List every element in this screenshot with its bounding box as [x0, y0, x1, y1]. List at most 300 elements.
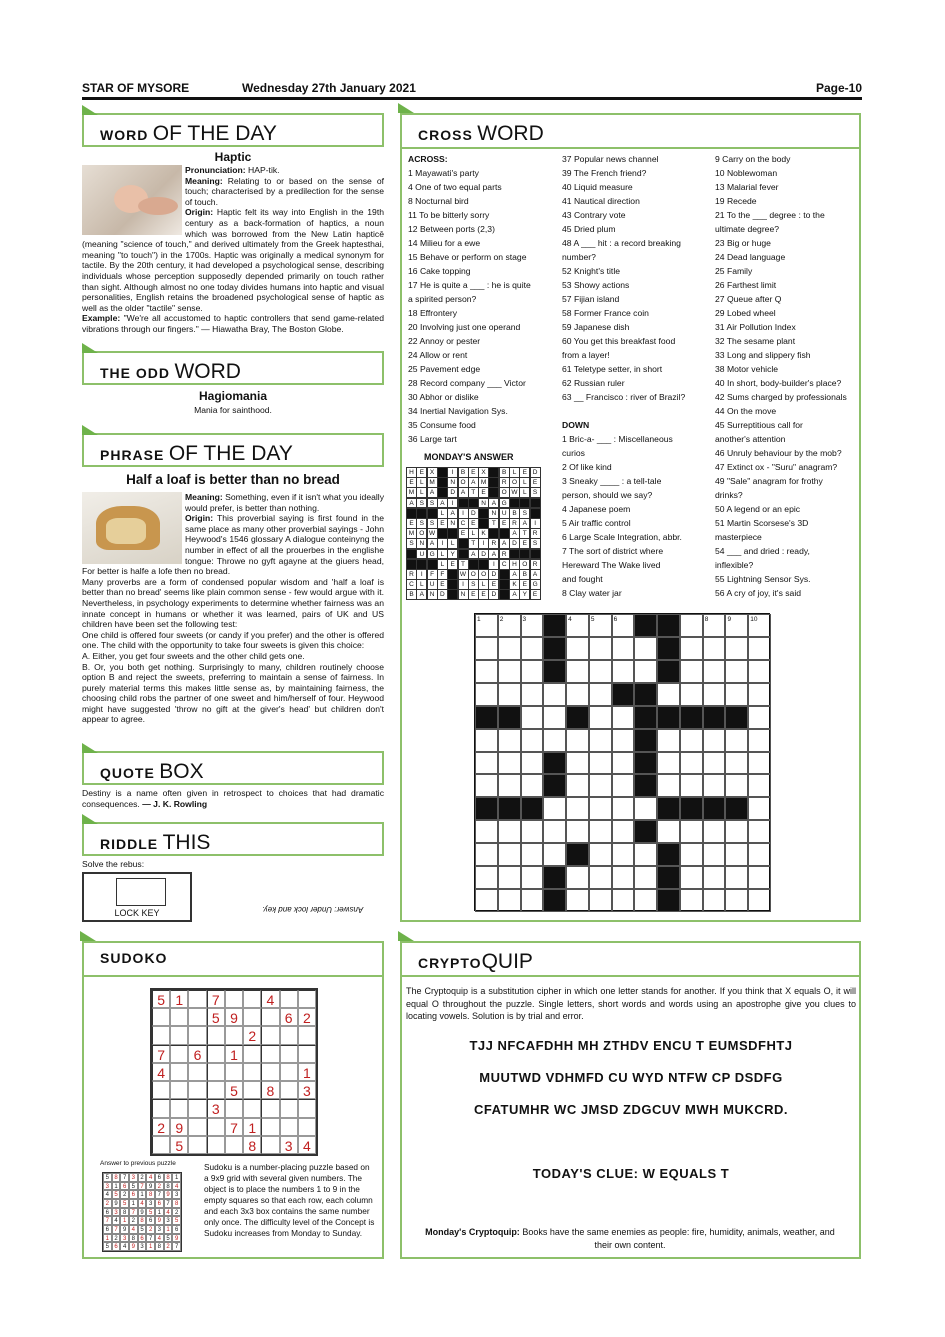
sudoku-cell[interactable]: 6: [188, 1045, 206, 1063]
grid-cell[interactable]: [657, 706, 680, 729]
grid-cell[interactable]: [725, 820, 748, 843]
grid-cell[interactable]: [634, 660, 657, 683]
sudoku-cell[interactable]: 4: [261, 990, 279, 1008]
grid-cell[interactable]: [680, 797, 703, 820]
clue-line: 2 Of like kind: [562, 462, 612, 472]
grid-cell[interactable]: [589, 820, 612, 843]
previous-answer-cell: 4: [172, 1182, 181, 1191]
grid-cell[interactable]: [498, 706, 521, 729]
grid-cell[interactable]: [725, 889, 748, 912]
grid-cell[interactable]: 8: [703, 614, 726, 637]
sudoku-cell[interactable]: 8: [243, 1136, 261, 1154]
sudoku-cell[interactable]: [207, 1118, 225, 1136]
answer-cell: D: [488, 569, 499, 580]
grid-cell[interactable]: [680, 752, 703, 775]
sudoku-cell[interactable]: [188, 990, 206, 1008]
sudoku-cell[interactable]: [207, 1026, 225, 1044]
sudoku-cell[interactable]: 3: [298, 1081, 316, 1099]
sudoku-cell[interactable]: [243, 1081, 261, 1099]
sudoku-cell[interactable]: 5: [207, 1008, 225, 1026]
grid-cell[interactable]: [725, 706, 748, 729]
grid-cell[interactable]: [543, 820, 566, 843]
grid-cell[interactable]: [589, 729, 612, 752]
grid-cell[interactable]: [725, 729, 748, 752]
sudoku-cell[interactable]: [207, 1063, 225, 1081]
grid-cell[interactable]: [725, 637, 748, 660]
grid-cell[interactable]: 6: [612, 614, 635, 637]
sudoku-cell[interactable]: [280, 990, 298, 1008]
sudoku-cell[interactable]: 2: [152, 1118, 170, 1136]
grid-cell[interactable]: 3: [521, 614, 544, 637]
grid-cell[interactable]: [703, 683, 726, 706]
grid-cell[interactable]: [543, 683, 566, 706]
sudoku-cell[interactable]: [280, 1099, 298, 1117]
grid-cell[interactable]: [612, 729, 635, 752]
grid-cell[interactable]: [521, 637, 544, 660]
grid-cell[interactable]: [703, 889, 726, 912]
sudoku-cell[interactable]: [152, 1136, 170, 1154]
grid-cell[interactable]: [475, 774, 498, 797]
grid-cell[interactable]: [589, 774, 612, 797]
sudoku-cell[interactable]: [280, 1045, 298, 1063]
grid-cell[interactable]: [680, 683, 703, 706]
sudoku-cell[interactable]: [298, 990, 316, 1008]
sudoku-cell[interactable]: [280, 1118, 298, 1136]
answer-cell: W: [427, 528, 438, 539]
grid-cell[interactable]: [657, 774, 680, 797]
cryptoquip-line-3: CFATUMHR WC JMSD ZDGCUV MWH MUKCRD.: [473, 1102, 789, 1117]
grid-cell[interactable]: [703, 660, 726, 683]
answer-cell: S: [406, 538, 417, 549]
sudoku-cell[interactable]: [280, 1081, 298, 1099]
grid-cell[interactable]: [680, 889, 703, 912]
grid-cell[interactable]: [498, 889, 521, 912]
sudoku-cell[interactable]: [261, 1118, 279, 1136]
grid-cell[interactable]: [475, 820, 498, 843]
grid-cell[interactable]: [589, 889, 612, 912]
grid-cell[interactable]: [498, 866, 521, 889]
clue-line: 14 Milieu for a ewe: [408, 238, 481, 248]
grid-cell[interactable]: [680, 660, 703, 683]
sudoku-cell[interactable]: [225, 1026, 243, 1044]
sudoku-cell[interactable]: [261, 1045, 279, 1063]
grid-cell[interactable]: [703, 774, 726, 797]
grid-cell[interactable]: [657, 683, 680, 706]
grid-cell[interactable]: [748, 683, 771, 706]
sudoku-cell[interactable]: [225, 1099, 243, 1117]
sudoku-cell[interactable]: [243, 990, 261, 1008]
sudoku-cell[interactable]: [170, 1045, 188, 1063]
grid-cell[interactable]: [657, 889, 680, 912]
sudoku-cell[interactable]: [298, 1099, 316, 1117]
sudoku-cell[interactable]: [188, 1081, 206, 1099]
previous-sudoku-answer: [102, 1172, 182, 1252]
sudoku-cell[interactable]: [188, 1136, 206, 1154]
grid-cell[interactable]: [475, 866, 498, 889]
grid-cell[interactable]: [498, 820, 521, 843]
grid-cell[interactable]: [498, 637, 521, 660]
grid-cell[interactable]: 10: [748, 614, 771, 637]
grid-cell[interactable]: [566, 843, 589, 866]
grid-cell[interactable]: [703, 752, 726, 775]
sudoku-cell[interactable]: [298, 1026, 316, 1044]
sudoku-cell[interactable]: 2: [298, 1008, 316, 1026]
answer-cell: I: [530, 518, 541, 529]
grid-cell[interactable]: [566, 660, 589, 683]
grid-cell[interactable]: [543, 660, 566, 683]
sudoku-cell[interactable]: 9: [170, 1118, 188, 1136]
answer-cell: [530, 498, 541, 509]
answer-cell: A: [488, 549, 499, 560]
clue-line: 33 Long and slippery fish: [715, 350, 811, 360]
grid-cell[interactable]: [498, 797, 521, 820]
grid-cell[interactable]: [589, 752, 612, 775]
answer-cell: X: [478, 467, 489, 478]
answer-cell: [530, 549, 541, 560]
clue-line: 36 Large tart: [408, 434, 457, 444]
previous-answer-cell: 2: [146, 1225, 155, 1234]
grid-cell[interactable]: [521, 706, 544, 729]
grid-cell[interactable]: [475, 729, 498, 752]
grid-cell[interactable]: [634, 729, 657, 752]
grid-cell[interactable]: [475, 752, 498, 775]
clue-line: 31 Air Pollution Index: [715, 322, 796, 332]
grid-cell[interactable]: [703, 843, 726, 866]
grid-cell[interactable]: [589, 797, 612, 820]
grid-cell[interactable]: [703, 706, 726, 729]
grid-cell[interactable]: [725, 843, 748, 866]
grid-cell[interactable]: [543, 866, 566, 889]
clue-line: 3 Sneaky ____ : a tell-tale: [562, 476, 662, 486]
previous-answer-cell: 5: [103, 1173, 112, 1182]
sudoku-cell[interactable]: 4: [152, 1063, 170, 1081]
grid-cell[interactable]: [657, 660, 680, 683]
grid-cell[interactable]: [680, 843, 703, 866]
sudoku-cell[interactable]: [170, 1008, 188, 1026]
grid-cell[interactable]: [748, 752, 771, 775]
sudoku-cell[interactable]: [280, 1026, 298, 1044]
grid-cell[interactable]: [612, 683, 635, 706]
sudoku-cell[interactable]: [225, 990, 243, 1008]
grid-cell[interactable]: [498, 752, 521, 775]
grid-cell[interactable]: 5: [589, 614, 612, 637]
grid-cell[interactable]: [498, 660, 521, 683]
grid-cell[interactable]: [612, 820, 635, 843]
answer-cell: D: [468, 508, 479, 519]
grid-cell[interactable]: [657, 797, 680, 820]
sudoku-cell[interactable]: [225, 1136, 243, 1154]
clue-line: 25 Family: [715, 266, 753, 276]
answer-cell: B: [509, 508, 520, 519]
grid-cell[interactable]: [748, 706, 771, 729]
clue-line: 13 Malarial fever: [715, 182, 779, 192]
grid-cell[interactable]: [748, 797, 771, 820]
grid-cell[interactable]: [475, 843, 498, 866]
sudoku-cell[interactable]: [261, 1136, 279, 1154]
grid-cell[interactable]: [657, 866, 680, 889]
grid-cell[interactable]: [657, 843, 680, 866]
cryptoquip-clue: TODAY'S CLUE: W EQUALS T: [532, 1166, 730, 1181]
grid-cell[interactable]: [521, 729, 544, 752]
sudoku-cell[interactable]: 3: [280, 1136, 298, 1154]
grid-cell[interactable]: [612, 660, 635, 683]
answer-cell: A: [468, 549, 479, 560]
grid-cell[interactable]: [748, 889, 771, 912]
sudoku-cell[interactable]: [225, 1063, 243, 1081]
clue-line: 9 Carry on the body: [715, 154, 791, 164]
sudoku-cell[interactable]: [298, 1118, 316, 1136]
grid-cell[interactable]: [521, 774, 544, 797]
grid-cell[interactable]: [566, 637, 589, 660]
sudoku-cell[interactable]: [207, 1081, 225, 1099]
grid-cell[interactable]: [566, 752, 589, 775]
grid-cell[interactable]: [657, 614, 680, 637]
grid-cell[interactable]: [612, 866, 635, 889]
sudoku-cell[interactable]: [170, 1063, 188, 1081]
grid-cell[interactable]: 1: [475, 614, 498, 637]
grid-cell[interactable]: [703, 637, 726, 660]
grid-cell[interactable]: [521, 820, 544, 843]
answer-cell: D: [437, 589, 448, 600]
grid-cell[interactable]: [612, 637, 635, 660]
grid-cell[interactable]: [634, 706, 657, 729]
grid-cell[interactable]: [634, 866, 657, 889]
grid-cell[interactable]: 7: [634, 614, 657, 637]
grid-cell[interactable]: [612, 843, 635, 866]
grid-cell[interactable]: [680, 614, 703, 637]
grid-cell[interactable]: [725, 660, 748, 683]
answer-cell: S: [416, 518, 427, 529]
grid-cell[interactable]: [634, 843, 657, 866]
sudoku-cell[interactable]: 9: [225, 1008, 243, 1026]
grid-cell[interactable]: [657, 820, 680, 843]
sudoku-cell[interactable]: [170, 1099, 188, 1117]
clue-line: 48 A ___ hit : a record breaking: [562, 238, 681, 248]
grid-cell[interactable]: [566, 683, 589, 706]
grid-cell[interactable]: [725, 683, 748, 706]
answer-cell: L: [519, 477, 530, 488]
grid-cell[interactable]: [498, 683, 521, 706]
grid-cell[interactable]: [475, 637, 498, 660]
grid-cell[interactable]: [521, 843, 544, 866]
grid-cell[interactable]: 9: [725, 614, 748, 637]
sudoku-cell[interactable]: 8: [261, 1081, 279, 1099]
answer-cell: O: [499, 487, 510, 498]
clue-line: 59 Japanese dish: [562, 322, 630, 332]
sudoku-cell[interactable]: [280, 1063, 298, 1081]
rebus-box: [82, 872, 192, 922]
answer-cell: K: [509, 579, 520, 590]
grid-cell[interactable]: [634, 637, 657, 660]
sudoku-cell[interactable]: [243, 1099, 261, 1117]
grid-cell[interactable]: [680, 774, 703, 797]
grid-cell[interactable]: [566, 706, 589, 729]
grid-cell[interactable]: [589, 660, 612, 683]
sudoku-cell[interactable]: [188, 1026, 206, 1044]
previous-answer-cell: 7: [164, 1199, 173, 1208]
sudoku-cell[interactable]: 4: [298, 1136, 316, 1154]
answer-cell: L: [437, 549, 448, 560]
grid-cell[interactable]: [543, 706, 566, 729]
grid-cell[interactable]: [657, 752, 680, 775]
grid-cell[interactable]: [748, 820, 771, 843]
grid-cell[interactable]: [612, 752, 635, 775]
sudoku-cell[interactable]: [188, 1008, 206, 1026]
sudoku-cell[interactable]: [243, 1008, 261, 1026]
grid-cell[interactable]: [703, 866, 726, 889]
grid-cell[interactable]: [543, 889, 566, 912]
sudoku-cell[interactable]: [243, 1063, 261, 1081]
grid-cell[interactable]: [475, 797, 498, 820]
grid-cell[interactable]: [748, 774, 771, 797]
previous-answer-cell: 6: [155, 1173, 164, 1182]
grid-cell[interactable]: [634, 752, 657, 775]
sudoku-cell[interactable]: [261, 1008, 279, 1026]
grid-cell[interactable]: [475, 683, 498, 706]
previous-answer-cell: 5: [112, 1190, 121, 1199]
grid-cell[interactable]: [612, 774, 635, 797]
grid-cell[interactable]: 2: [498, 614, 521, 637]
grid-cell[interactable]: [703, 729, 726, 752]
sudoku-cell[interactable]: 3: [207, 1099, 225, 1117]
grid-cell[interactable]: [612, 797, 635, 820]
sudoku-cell[interactable]: 1: [225, 1045, 243, 1063]
sudoku-cell[interactable]: 1: [298, 1063, 316, 1081]
sudoku-cell[interactable]: 7: [225, 1118, 243, 1136]
grid-cell[interactable]: [657, 637, 680, 660]
sudoku-cell[interactable]: [170, 1081, 188, 1099]
sudoku-cell[interactable]: 5: [152, 990, 170, 1008]
sudoku-cell[interactable]: 6: [280, 1008, 298, 1026]
clue-line: 41 Nautical direction: [562, 196, 640, 206]
previous-answer-cell: 2: [129, 1216, 138, 1225]
grid-cell[interactable]: [612, 889, 635, 912]
previous-answer-cell: 6: [103, 1208, 112, 1217]
sudoku-cell[interactable]: [152, 1099, 170, 1117]
grid-cell[interactable]: [475, 889, 498, 912]
sudoku-cell[interactable]: [152, 1026, 170, 1044]
grid-cell[interactable]: [748, 866, 771, 889]
grid-cell[interactable]: [566, 866, 589, 889]
grid-cell[interactable]: [725, 797, 748, 820]
grid-cell[interactable]: [543, 797, 566, 820]
previous-answer-cell: 7: [120, 1173, 129, 1182]
sudoku-cell[interactable]: [298, 1045, 316, 1063]
grid-cell[interactable]: [703, 820, 726, 843]
clue-line: 49 "Sale" anagram for frothy: [715, 476, 823, 486]
sudoku-cell[interactable]: [188, 1118, 206, 1136]
grid-cell[interactable]: [634, 774, 657, 797]
grid-cell[interactable]: [748, 660, 771, 683]
grid-cell[interactable]: [566, 797, 589, 820]
grid-cell[interactable]: [748, 729, 771, 752]
sudoku-cell[interactable]: [261, 1099, 279, 1117]
grid-cell[interactable]: [521, 866, 544, 889]
grid-cell[interactable]: [612, 706, 635, 729]
grid-cell[interactable]: [748, 637, 771, 660]
clue-line: drinks?: [715, 490, 743, 500]
sudoku-cell[interactable]: 5: [170, 1136, 188, 1154]
grid-cell[interactable]: [657, 729, 680, 752]
grid-cell[interactable]: [589, 637, 612, 660]
grid-cell[interactable]: [680, 706, 703, 729]
grid-cell[interactable]: [521, 889, 544, 912]
grid-cell[interactable]: [475, 706, 498, 729]
grid-cell[interactable]: [521, 797, 544, 820]
clue-line: 39 The French friend?: [562, 168, 647, 178]
grid-cell[interactable]: [680, 729, 703, 752]
sudoku-cell[interactable]: [261, 1063, 279, 1081]
grid-cell[interactable]: [543, 752, 566, 775]
grid-cell[interactable]: [543, 774, 566, 797]
grid-cell[interactable]: [589, 843, 612, 866]
sudoku-cell[interactable]: [261, 1026, 279, 1044]
sudoku-cell[interactable]: [243, 1045, 261, 1063]
grid-cell[interactable]: [680, 820, 703, 843]
grid-cell[interactable]: [634, 683, 657, 706]
grid-cell[interactable]: [589, 683, 612, 706]
answer-cell: O: [458, 477, 469, 488]
grid-cell[interactable]: [566, 820, 589, 843]
grid-cell[interactable]: [589, 706, 612, 729]
grid-cell[interactable]: [498, 729, 521, 752]
grid-cell[interactable]: [543, 637, 566, 660]
grid-cell[interactable]: [680, 637, 703, 660]
sudoku-cell[interactable]: [188, 1063, 206, 1081]
answer-cell: E: [437, 579, 448, 590]
sudoku-cell[interactable]: [170, 1026, 188, 1044]
grid-cell[interactable]: [566, 729, 589, 752]
grid-cell[interactable]: [680, 866, 703, 889]
sudoku-cell[interactable]: [207, 1136, 225, 1154]
grid-cell[interactable]: [634, 797, 657, 820]
sudoku-cell[interactable]: 7: [152, 1045, 170, 1063]
sudoku-cell[interactable]: 5: [225, 1081, 243, 1099]
grid-cell[interactable]: [634, 820, 657, 843]
grid-cell[interactable]: [543, 843, 566, 866]
sudoku-cell[interactable]: 1: [243, 1118, 261, 1136]
grid-cell[interactable]: [475, 660, 498, 683]
grid-cell[interactable]: [703, 797, 726, 820]
sudoku-cell[interactable]: 1: [170, 990, 188, 1008]
grid-cell[interactable]: [498, 774, 521, 797]
grid-cell[interactable]: [725, 866, 748, 889]
sudoku-cell[interactable]: [188, 1099, 206, 1117]
sudoku-cell[interactable]: [152, 1008, 170, 1026]
grid-cell[interactable]: [521, 660, 544, 683]
grid-cell[interactable]: [566, 774, 589, 797]
grid-cell[interactable]: [748, 843, 771, 866]
grid-cell[interactable]: 4: [566, 614, 589, 637]
grid-cell[interactable]: [566, 889, 589, 912]
sudoku-cell[interactable]: 2: [243, 1026, 261, 1044]
sudoku-cell[interactable]: [152, 1081, 170, 1099]
grid-cell[interactable]: [589, 866, 612, 889]
grid-cell[interactable]: [498, 843, 521, 866]
grid-cell[interactable]: [725, 752, 748, 775]
previous-answer-cell: 9: [120, 1225, 129, 1234]
grid-cell[interactable]: [634, 889, 657, 912]
grid-cell[interactable]: [543, 614, 566, 637]
grid-cell[interactable]: [521, 683, 544, 706]
grid-cell[interactable]: [725, 774, 748, 797]
sudoku-cell[interactable]: [207, 1045, 225, 1063]
answer-cell: A: [509, 528, 520, 539]
grid-cell[interactable]: [543, 729, 566, 752]
sudoku-cell[interactable]: 7: [207, 990, 225, 1008]
grid-cell[interactable]: [521, 752, 544, 775]
sudoku-grid: [150, 988, 318, 1156]
